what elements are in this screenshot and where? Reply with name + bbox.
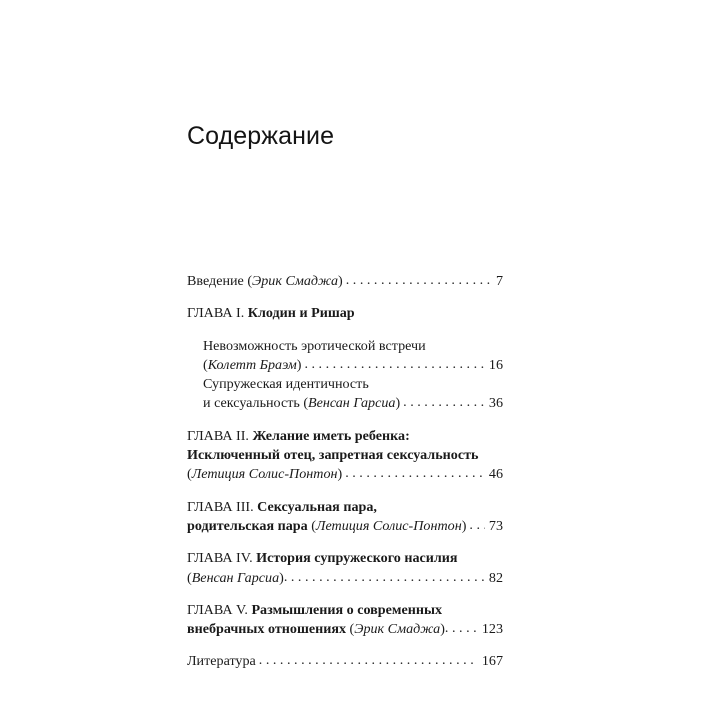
toc-title-text: ( xyxy=(307,517,316,534)
toc-title-text: ) xyxy=(440,621,445,638)
toc-entry-chapter-2[interactable] xyxy=(187,427,503,485)
toc-line-text xyxy=(187,446,478,465)
toc-title-text: Введение ( xyxy=(187,273,253,289)
toc-title-text: ГЛАВА IV. xyxy=(187,550,257,567)
toc-title-text: История супружеского насилия xyxy=(256,550,458,567)
toc-line xyxy=(187,446,503,465)
page-number: 73 xyxy=(488,517,503,534)
toc-title-text: ГЛАВА II. xyxy=(187,427,253,444)
toc-author-name: Венсан Гарсиа xyxy=(191,569,280,586)
page-number: 123 xyxy=(481,621,503,638)
toc-author-name: Летиция Солис-Понтон xyxy=(315,517,462,534)
toc-author-name: Колетт Браэм xyxy=(207,356,297,373)
toc-line-text xyxy=(187,601,442,620)
dot-leader xyxy=(346,271,492,290)
toc-author-name: Эрик Смаджа xyxy=(354,621,441,638)
toc-title-text: Супружеская идентичность xyxy=(203,376,369,393)
toc-title-text: Невозможность эротической встречи xyxy=(203,337,426,354)
page-number: 7 xyxy=(495,273,503,289)
page-number: 82 xyxy=(488,569,503,586)
toc-entry-bibliography[interactable] xyxy=(187,652,503,671)
toc-line xyxy=(187,394,503,413)
toc-title-text: ) xyxy=(337,466,343,483)
toc-line-text xyxy=(187,569,284,588)
toc-line-text xyxy=(187,652,256,671)
toc-line-text xyxy=(187,498,377,517)
toc-title-text: ) xyxy=(395,395,401,412)
dot-leader xyxy=(469,516,485,535)
toc-line-text xyxy=(203,394,400,413)
toc-author-name: Венсан Гарсиа xyxy=(308,395,396,412)
toc-entry-introduction[interactable] xyxy=(187,272,503,291)
toc-title-text: родительская пара xyxy=(187,517,308,534)
dot-leader xyxy=(304,355,484,374)
page-number: 16 xyxy=(488,356,503,373)
toc-line xyxy=(187,427,503,446)
toc-title-text: Литература xyxy=(187,653,256,670)
toc-line-text xyxy=(203,375,369,394)
toc-title-text: Сексуальная пара, xyxy=(257,498,377,515)
toc-title-text: ГЛАВА V. xyxy=(187,601,252,618)
toc-line xyxy=(187,498,503,517)
toc-title-text: и сексуальность ( xyxy=(203,395,309,412)
toc-title-text: ( xyxy=(346,621,355,638)
toc-line xyxy=(187,601,503,620)
toc-entry-chapter-1[interactable] xyxy=(187,304,503,323)
dot-leader xyxy=(403,393,485,412)
toc-entry-chapter-1-section-1[interactable] xyxy=(187,337,503,414)
toc-line xyxy=(187,549,503,568)
toc-entry-chapter-4[interactable] xyxy=(187,549,503,588)
toc-title-text: Исключенный отец, запретная сексуальность xyxy=(187,447,479,464)
toc-title-text: ) xyxy=(461,517,467,534)
toc-line xyxy=(187,375,503,394)
toc-title-text: Желание иметь ребенка: xyxy=(252,427,410,444)
toc-line-text xyxy=(187,549,458,568)
toc-line xyxy=(187,337,503,356)
toc-line xyxy=(187,517,503,536)
toc-line xyxy=(187,304,503,323)
toc-line xyxy=(187,652,503,671)
toc-line xyxy=(187,272,503,291)
toc-title-text: ) xyxy=(296,356,302,373)
toc-title-text: ГЛАВА I. xyxy=(187,305,248,322)
toc-title-text: ( xyxy=(187,569,192,586)
toc-line-text xyxy=(187,272,343,291)
toc-title-text: ) xyxy=(279,569,284,586)
toc-title-text: ГЛАВА III. xyxy=(187,498,258,515)
dot-leader xyxy=(284,568,485,587)
toc-line xyxy=(187,465,503,484)
toc-line-text xyxy=(187,465,342,484)
toc-line xyxy=(187,569,503,588)
toc-entry-chapter-3[interactable] xyxy=(187,498,503,537)
toc-title-text: ) xyxy=(338,273,343,289)
toc-title-text: ( xyxy=(187,466,192,483)
dot-leader xyxy=(345,464,485,483)
dot-leader xyxy=(445,619,478,638)
toc-line-text xyxy=(187,517,466,536)
page-number: 36 xyxy=(488,395,503,412)
toc-title-text: ( xyxy=(203,356,208,373)
toc-title-text: Клодин и Ришар xyxy=(247,305,355,322)
toc-title-text: Размышления о современных xyxy=(251,601,443,618)
toc-line-text xyxy=(203,337,426,356)
toc-line-text xyxy=(187,620,445,639)
page-title: Содержание xyxy=(187,122,335,150)
toc-line-text xyxy=(187,427,410,446)
toc-title-text: внебрачных отношениях xyxy=(187,621,347,638)
toc-author-name: Летиция Солис-Понтон xyxy=(191,466,338,483)
toc-line-text xyxy=(187,304,355,323)
dot-leader xyxy=(259,651,478,670)
toc-author-name: Эрик Смаджа xyxy=(252,273,339,289)
toc-line xyxy=(187,356,503,375)
table-of-contents-list xyxy=(187,272,503,672)
toc-line xyxy=(187,620,503,639)
page-number: 46 xyxy=(488,466,503,483)
toc-entry-chapter-5[interactable] xyxy=(187,601,503,640)
toc-line-text xyxy=(203,356,301,375)
page-number: 167 xyxy=(481,653,503,670)
